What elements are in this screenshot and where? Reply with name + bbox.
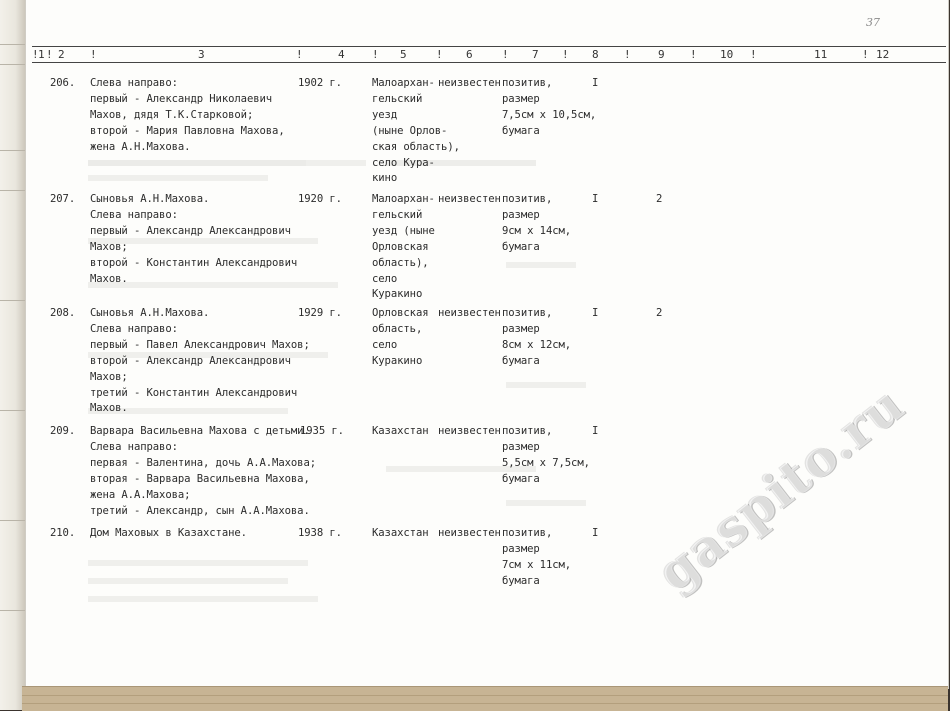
entry-col8: I xyxy=(592,425,599,437)
entry-description: Сыновья А.Н.Махова. Слева направо: первый - Александр Александрович Махов; второй - Константин Александрович Махов. xyxy=(90,193,298,285)
entry-technique: позитив, размер 7,5см х 10,5см, бумага xyxy=(502,77,597,137)
entry-technique: позитив, размер 5,5см х 7,5см, бумага xyxy=(502,425,590,485)
entry-description: Варвара Васильевна Махова с детьми. Слева направо: первая - Валентина, дочь А.А.Махова; вторая - Варвара Васильевна Махова, жена А.А.Махова; третий - Александр, сын А.А.Махова. xyxy=(90,425,317,517)
folder-edge xyxy=(22,686,948,711)
header-top-rule xyxy=(32,46,946,47)
watermark: gaspito.ru xyxy=(646,374,915,603)
entry-description: Слева направо: первый - Александр Николаевич Махов, дядя Т.К.Старковой; второй - Мария Павловна Махова, жена А.Н.Махова. xyxy=(90,77,285,153)
entry-technique: позитив, размер 7см х 11см, бумага xyxy=(502,527,572,587)
entry-technique: позитив, размер 9см х 14см, бумага xyxy=(502,193,572,253)
entry-place: Казахстан xyxy=(372,425,429,437)
entry-author: неизвестен xyxy=(438,193,501,205)
entry-technique: позитив, размер 8см х 12см, бумага xyxy=(502,307,572,367)
entry-col8: I xyxy=(592,307,599,319)
entry-year: 1902 г. xyxy=(298,77,342,89)
entry-year: 1920 г. xyxy=(298,193,342,205)
document-page: 37 ! 1 ! 2 ! 3 ! 4 ! 5 ! 6 ! 7 ! 8 ! 9 ! 10 ! 11 ! 12 206. Слева направо: первый - Александр Николаевич Махов, дядя Т.К.Старковой; второй - Мария Павловна Махова, жена А.Н.Махова. 1902 г. Малоархан- гельский уезд (ныне Орлов- ская область), село Кура- кино неизвестен позитив, размер 7,5см х 10,5см, бумага I 207. Сыновья А.Н.Махова. Слева направо: первый - Александр Александрович Махов; второй - Константин Александрович Махов. 1920 г. Малоархан- гельский уезд (ныне Орловская область), село Куракино неизвестен позитив, размер 9см х 14см, бумага I 2 208. Сыновья А.Н.Махова. Слева направо: первый - Павел Александрович Махов; второй - Александр Александрович Махов; третий - Константин Александрович Махов. 1929 г. Орловская область, село Куракино неизвестен позитив, размер 8см х 12см, бумага I 2 209. Варвара Васильевна Махова с детьми. Слева направо: первая - Валентина, дочь А.А.Махова; вторая - Варвара Васильевна Махова, жена А.А.Махова; третий - Александр, сын А.А.Махова. 1935 г. Казахстан неизвестен позитив, размер 5,5см х 7,5см, бумага I 210. Дом Маховых в Казахстане. 1938 г. Казахстан неизвестен позитив, размер 7см х 11см, бумага I gaspito.ru xyxy=(26,0,948,688)
entry-number: 209. xyxy=(50,425,76,437)
underlying-sheet-edge xyxy=(0,0,27,710)
entry-place: Орловская область, село Куракино xyxy=(372,307,429,367)
entry-number: 210. xyxy=(50,527,76,539)
entry-col8: I xyxy=(592,527,599,539)
entry-author: неизвестен xyxy=(438,77,501,89)
page-number: 37 xyxy=(866,16,880,29)
entry-number: 208. xyxy=(50,307,76,319)
header-bottom-rule xyxy=(32,62,946,63)
entry-author: неизвестен xyxy=(438,307,501,319)
entry-place: Казахстан xyxy=(372,527,429,539)
entry-col9: 2 xyxy=(656,193,663,205)
entry-description: Сыновья А.Н.Махова. Слева направо: первый - Павел Александрович Махов; второй - Александр Александрович Махов; третий - Константин Александрович Махов. xyxy=(90,307,310,415)
entry-place: Малоархан- гельский уезд (ныне Орловская область), село Куракино xyxy=(372,193,435,301)
entry-col8: I xyxy=(592,77,599,89)
entry-year: 1935 г. xyxy=(300,425,344,437)
entry-description: Дом Маховых в Казахстане. xyxy=(90,527,247,539)
entry-author: неизвестен xyxy=(438,527,501,539)
entry-author: неизвестен xyxy=(438,425,501,437)
entry-place: Малоархан- гельский уезд (ныне Орлов- ская область), село Кура- кино xyxy=(372,77,460,185)
entry-year: 1938 г. xyxy=(298,527,342,539)
entry-number: 207. xyxy=(50,193,76,205)
entry-year: 1929 г. xyxy=(298,307,342,319)
entry-number: 206. xyxy=(50,77,76,89)
entry-col8: I xyxy=(592,193,599,205)
entry-col9: 2 xyxy=(656,307,663,319)
